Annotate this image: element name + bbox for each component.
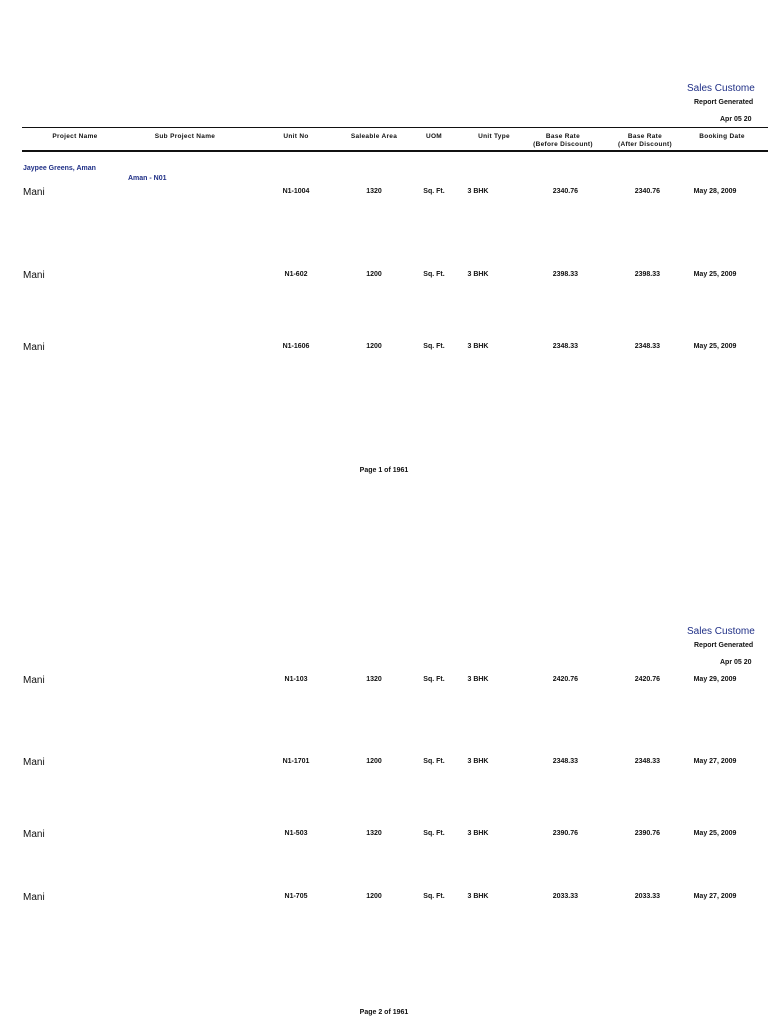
booking-date: May 25, 2009 bbox=[693, 343, 737, 350]
saleable-area: 1320 bbox=[366, 188, 382, 195]
uom: Sq. Ft. bbox=[423, 343, 445, 350]
booking-date: May 27, 2009 bbox=[693, 758, 737, 765]
saleable-area: 1200 bbox=[366, 343, 382, 350]
unit-no: N1-503 bbox=[284, 830, 308, 837]
report-date: Apr 05 20 bbox=[720, 116, 752, 123]
column-header-unit-type: Unit Type bbox=[478, 133, 510, 140]
base-rate-before: 2033.33 bbox=[552, 893, 578, 900]
customer-name: Mani bbox=[23, 270, 45, 281]
column-header-base-rate-before-line2: (Before Discount) bbox=[533, 141, 593, 148]
booking-date: May 25, 2009 bbox=[693, 830, 737, 837]
unit-no: N1-705 bbox=[284, 893, 308, 900]
header-rule-top bbox=[22, 127, 768, 128]
column-header-saleable-area: Saleable Area bbox=[350, 133, 398, 140]
unit-no: N1-1004 bbox=[282, 188, 310, 195]
unit-type: 3 BHK bbox=[467, 758, 489, 765]
saleable-area: 1320 bbox=[366, 830, 382, 837]
booking-date: May 27, 2009 bbox=[693, 893, 737, 900]
base-rate-after: 2348.33 bbox=[634, 343, 660, 350]
base-rate-after: 2390.76 bbox=[634, 830, 660, 837]
unit-type: 3 BHK bbox=[467, 343, 489, 350]
base-rate-after: 2033.33 bbox=[634, 893, 660, 900]
report-generated-label: Report Generated bbox=[694, 99, 754, 106]
base-rate-before: 2340.76 bbox=[552, 188, 578, 195]
column-header-sub-project-name: Sub Project Name bbox=[154, 133, 216, 140]
unit-type: 3 BHK bbox=[467, 830, 489, 837]
column-header-base-rate-after-line2: (After Discount) bbox=[618, 141, 672, 148]
table-row bbox=[0, 188, 768, 202]
column-header-base-rate-before-line1: Base Rate bbox=[545, 133, 581, 140]
saleable-area: 1200 bbox=[366, 271, 382, 278]
table-row bbox=[0, 343, 768, 357]
table-row bbox=[0, 676, 768, 690]
uom: Sq. Ft. bbox=[423, 830, 445, 837]
table-row bbox=[0, 758, 768, 772]
column-header-unit-no: Unit No bbox=[283, 133, 309, 140]
customer-name: Mani bbox=[23, 757, 45, 768]
customer-name: Mani bbox=[23, 342, 45, 353]
customer-name: Mani bbox=[23, 187, 45, 198]
base-rate-after: 2420.76 bbox=[634, 676, 660, 683]
base-rate-after: 2398.33 bbox=[634, 271, 660, 278]
unit-type: 3 BHK bbox=[467, 893, 489, 900]
unit-type: 3 BHK bbox=[467, 676, 489, 683]
uom: Sq. Ft. bbox=[423, 758, 445, 765]
project-group-label: Jaypee Greens, Aman bbox=[23, 165, 96, 172]
report-generated-label: Report Generated bbox=[694, 642, 754, 649]
uom: Sq. Ft. bbox=[423, 676, 445, 683]
customer-name: Mani bbox=[23, 829, 45, 840]
base-rate-before: 2420.76 bbox=[552, 676, 578, 683]
unit-no: N1-602 bbox=[284, 271, 308, 278]
base-rate-before: 2398.33 bbox=[552, 271, 578, 278]
booking-date: May 29, 2009 bbox=[693, 676, 737, 683]
customer-name: Mani bbox=[23, 675, 45, 686]
report-title: Sales Custome bbox=[687, 83, 755, 94]
unit-type: 3 BHK bbox=[467, 188, 489, 195]
base-rate-before: 2348.33 bbox=[552, 758, 578, 765]
sub-project-group-label: Aman - N01 bbox=[128, 175, 167, 182]
saleable-area: 1200 bbox=[366, 893, 382, 900]
header-rule-bottom bbox=[22, 150, 768, 152]
uom: Sq. Ft. bbox=[423, 188, 445, 195]
table-row bbox=[0, 893, 768, 907]
column-header-booking-date: Booking Date bbox=[699, 133, 745, 140]
uom: Sq. Ft. bbox=[423, 271, 445, 278]
page-footer: Page 2 of 1961 bbox=[359, 1009, 409, 1016]
booking-date: May 25, 2009 bbox=[693, 271, 737, 278]
uom: Sq. Ft. bbox=[423, 893, 445, 900]
unit-type: 3 BHK bbox=[467, 271, 489, 278]
table-row bbox=[0, 271, 768, 285]
report-title: Sales Custome bbox=[687, 626, 755, 637]
unit-no: N1-1606 bbox=[282, 343, 310, 350]
table-row bbox=[0, 830, 768, 844]
saleable-area: 1320 bbox=[366, 676, 382, 683]
column-header-base-rate-after bbox=[612, 133, 678, 149]
unit-no: N1-103 bbox=[284, 676, 308, 683]
customer-name: Mani bbox=[23, 892, 45, 903]
page-footer: Page 1 of 1961 bbox=[359, 467, 409, 474]
base-rate-after: 2348.33 bbox=[634, 758, 660, 765]
column-header-uom: UOM bbox=[425, 133, 443, 140]
base-rate-after: 2340.76 bbox=[634, 188, 660, 195]
column-header-project-name: Project Name bbox=[52, 133, 98, 140]
report-date: Apr 05 20 bbox=[720, 659, 752, 666]
booking-date: May 28, 2009 bbox=[693, 188, 737, 195]
base-rate-before: 2348.33 bbox=[552, 343, 578, 350]
column-header-base-rate-before bbox=[530, 133, 596, 149]
column-header-base-rate-after-line1: Base Rate bbox=[627, 133, 663, 140]
base-rate-before: 2390.76 bbox=[552, 830, 578, 837]
saleable-area: 1200 bbox=[366, 758, 382, 765]
unit-no: N1-1701 bbox=[282, 758, 310, 765]
